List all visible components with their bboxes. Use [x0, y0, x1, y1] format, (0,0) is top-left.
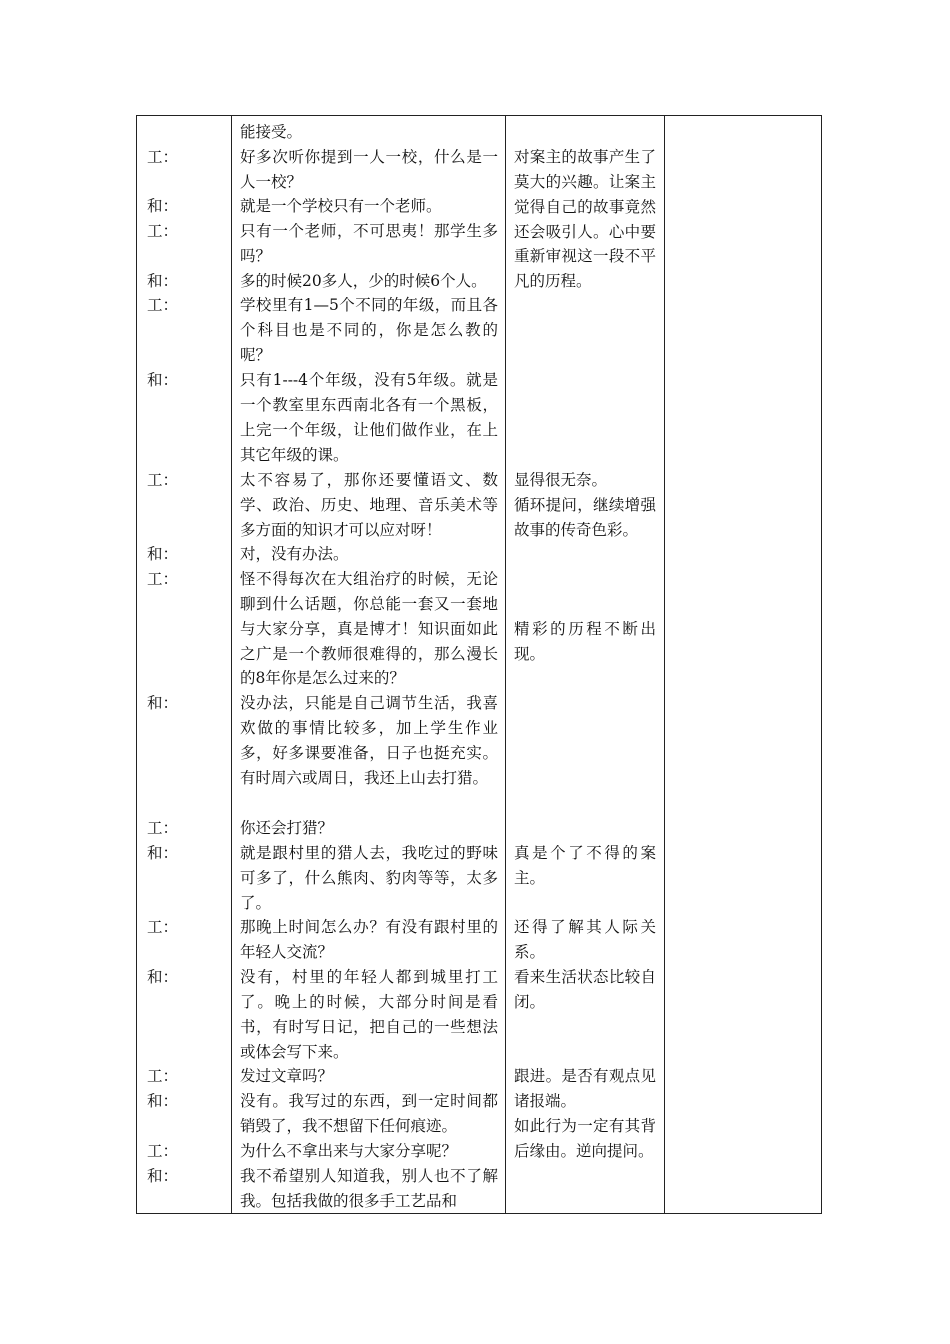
dialogue-text: 太不容易了，那你还要懂语文、数学、政治、历史、地理、音乐美术等多方面的知识才可以应对呀！ [240, 471, 498, 539]
speaker-label: 工： [147, 148, 179, 166]
dialogue-table [136, 115, 822, 1214]
speaker-label: 工： [147, 918, 179, 936]
dialogue-text: 怪不得每次在大组治疗的时候，无论聊到什么话题，你总能一套又一套地与大家分享，真是博才！知识面如此之广是一个教师很难得的，那么漫长的8年你是怎么过来的？ [240, 570, 498, 688]
dialogue-text: 只有1---4个年级，没有5年级。就是一个教室里东西南北各有一个黑板，上完一个年级，让他们做作业，在上其它年级的课。 [240, 371, 498, 464]
dialogue-text: 没有，村里的年轻人都到城里打工了。晚上的时候，大部分时间是看书，有时写日记，把自己的一些想法或体会写下来。 [240, 968, 498, 1061]
dialogue-text: 就是跟村里的猎人去，我吃过的野味可多了，什么熊肉、豹肉等等，太多了。 [240, 844, 498, 912]
dialogue-text: 好多次听你提到一人一校，什么是一人一校？ [240, 148, 498, 191]
dialogue-text: 你还会打猎？ [240, 819, 334, 837]
analysis-note: 还得了解其人际关系。 [514, 918, 656, 961]
blank-column [665, 116, 822, 1214]
speaker-label: 和： [147, 1092, 179, 1110]
speaker-label: 和： [147, 1167, 179, 1185]
speaker-label: 和： [147, 272, 179, 290]
dialogue-text: 只有一个老师，不可思夷！那学生多吗？ [240, 222, 498, 265]
speaker-label: 工： [147, 570, 179, 588]
analysis-column [506, 116, 665, 1214]
dialogue-column [232, 116, 506, 1214]
dialogue-text: 发过文章吗？ [240, 1067, 334, 1085]
table-row [137, 116, 822, 1214]
dialogue-text: 我不希望别人知道我，别人也不了解我。包括我做的很多手工艺品和 [240, 1167, 498, 1210]
dialogue-text: 就是一个学校只有一个老师。 [240, 197, 442, 215]
dialogue-text: 那晚上时间怎么办？有没有跟村里的年轻人交流？ [240, 918, 498, 961]
speaker-column [137, 116, 232, 1214]
analysis-note: 如此行为一定有其背后缘由。逆向提问。 [514, 1117, 656, 1160]
speaker-label: 和： [147, 371, 179, 389]
dialogue-text: 没有。我写过的东西，到一定时间都销毁了，我不想留下任何痕迹。 [240, 1092, 498, 1135]
dialogue-text: 为什么不拿出来与大家分享呢？ [240, 1142, 458, 1160]
dialogue-text: 没办法，只能是自己调节生活，我喜欢做的事情比较多，加上学生作业多，好多课要准备，日子也挺充实。有时周六或周日，我还上山去打猎。 [240, 694, 498, 787]
dialogue-text: 对，没有办法。 [240, 545, 349, 563]
dialogue-text: 能接受。 [240, 123, 303, 141]
speaker-label: 工： [147, 471, 179, 489]
speaker-label: 和： [147, 545, 179, 563]
speaker-label: 工： [147, 819, 179, 837]
dialogue-text: 学校里有1—5个不同的年级，而且各个科目也是不同的，你是怎么教的呢？ [240, 296, 498, 364]
dialogue-text: 多的时候20多人，少的时候6个人。 [240, 272, 487, 290]
analysis-note: 显得很无奈。 [514, 471, 608, 489]
speaker-label: 和： [147, 694, 179, 712]
analysis-note: 循环提问，继续增强故事的传奇色彩。 [514, 496, 656, 539]
speaker-label: 工： [147, 296, 179, 314]
speaker-label: 工： [147, 222, 179, 240]
speaker-label: 和： [147, 197, 179, 215]
speaker-label: 工： [147, 1142, 179, 1160]
analysis-note: 对案主的故事产生了莫大的兴趣。让案主觉得自己的故事竟然还会吸引人。心中要重新审视这一段不平凡的历程。 [514, 148, 656, 291]
analysis-note: 跟进。是否有观点见诸报端。 [514, 1067, 656, 1110]
analysis-note: 精彩的历程不断出现。 [514, 620, 656, 663]
speaker-label: 和： [147, 968, 179, 986]
analysis-note: 真是个了不得的案主。 [514, 844, 656, 887]
speaker-label: 和： [147, 844, 179, 862]
analysis-note: 看来生活状态比较自闭。 [514, 968, 656, 1011]
speaker-label: 工： [147, 1067, 179, 1085]
